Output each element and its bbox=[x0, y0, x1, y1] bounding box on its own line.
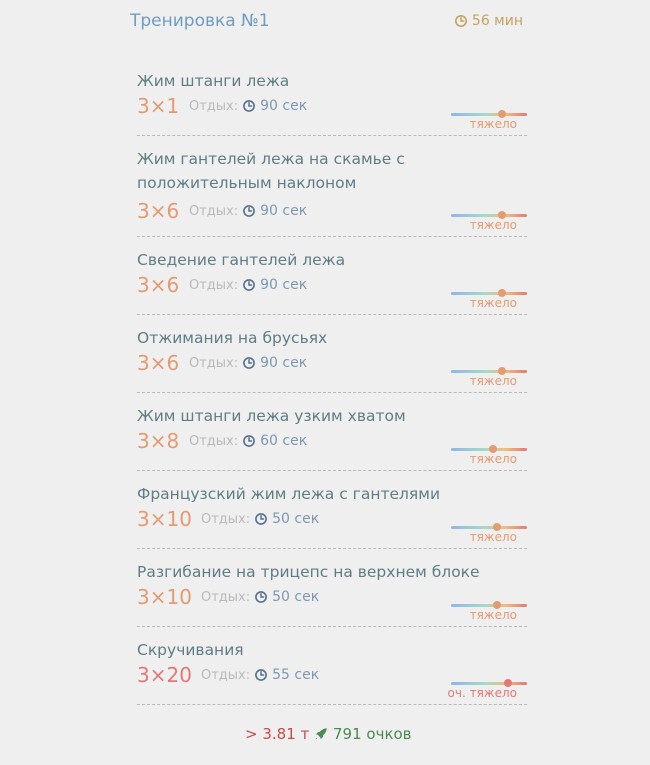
points-summary bbox=[313, 725, 412, 743]
clock-icon bbox=[454, 14, 468, 28]
sets-reps: 3×6 bbox=[137, 273, 180, 297]
exercise-name bbox=[137, 404, 406, 428]
difficulty-label: оч. тяжело bbox=[447, 686, 517, 700]
clock-icon bbox=[254, 668, 268, 682]
exercise-item[interactable] bbox=[137, 471, 527, 549]
rest-value: 50 сек bbox=[272, 589, 320, 605]
difficulty-scale bbox=[451, 292, 527, 295]
rest-label: Отдых: bbox=[201, 511, 251, 527]
points-text: 791 очков bbox=[333, 725, 412, 743]
clock-icon bbox=[254, 590, 268, 604]
exercise-list bbox=[137, 58, 527, 705]
difficulty-label: тяжело bbox=[469, 608, 517, 622]
rest-time bbox=[189, 203, 307, 219]
rest-value: 55 сек bbox=[272, 667, 320, 683]
exercise-item[interactable] bbox=[137, 549, 527, 627]
rest-time bbox=[189, 277, 307, 293]
sets-reps: 3×10 bbox=[137, 585, 192, 609]
workout-header bbox=[0, 0, 650, 46]
exercise-item[interactable] bbox=[137, 237, 527, 315]
rest-label: Отдых: bbox=[189, 433, 239, 449]
rest-label: Отдых: bbox=[189, 203, 239, 219]
workout-duration bbox=[454, 13, 523, 29]
summary-footer bbox=[0, 721, 650, 749]
difficulty-meter bbox=[451, 440, 527, 464]
rest-value: 60 сек bbox=[260, 433, 308, 449]
difficulty-scale bbox=[451, 682, 527, 685]
clock-icon bbox=[242, 204, 256, 218]
exercise-name bbox=[137, 147, 405, 195]
clock-icon bbox=[242, 434, 256, 448]
exercise-name bbox=[137, 326, 327, 350]
exercise-item[interactable] bbox=[137, 393, 527, 471]
difficulty-label: тяжело bbox=[469, 530, 517, 544]
exercise-name bbox=[137, 69, 289, 93]
exercise-name bbox=[137, 482, 440, 506]
difficulty-meter bbox=[451, 105, 527, 129]
difficulty-label: тяжело bbox=[469, 374, 517, 388]
difficulty-scale bbox=[451, 526, 527, 529]
exercise-name bbox=[137, 638, 244, 662]
exercise-name-line: Разгибание на трицепс на верхнем блоке bbox=[137, 563, 480, 581]
exercise-item[interactable] bbox=[137, 315, 527, 393]
difficulty-label: тяжело bbox=[469, 117, 517, 131]
rest-time bbox=[189, 355, 307, 371]
difficulty-label: тяжело bbox=[469, 296, 517, 310]
clock-icon bbox=[242, 99, 256, 113]
rest-time bbox=[201, 511, 319, 527]
rest-time bbox=[201, 589, 319, 605]
rest-label: Отдых: bbox=[201, 589, 251, 605]
clock-icon bbox=[242, 278, 256, 292]
rest-time bbox=[201, 667, 319, 683]
duration-text: 56 мин bbox=[471, 13, 523, 29]
workout-title: Тренировка №1 bbox=[130, 11, 270, 31]
exercise-name-line: положительным наклоном bbox=[137, 174, 357, 192]
rest-value: 90 сек bbox=[260, 277, 308, 293]
difficulty-scale bbox=[451, 214, 527, 217]
exercise-name-line: Жим гантелей лежа на скамье с bbox=[137, 150, 405, 168]
exercise-name-line: Жим штанги лежа узким хватом bbox=[137, 407, 406, 425]
difficulty-scale bbox=[451, 370, 527, 373]
exercise-name-line: Сведение гантелей лежа bbox=[137, 251, 346, 269]
rest-time bbox=[189, 433, 307, 449]
sets-reps: 3×10 bbox=[137, 507, 192, 531]
difficulty-meter bbox=[451, 362, 527, 386]
exercise-item[interactable] bbox=[137, 136, 527, 237]
rest-label: Отдых: bbox=[189, 355, 239, 371]
rest-value: 90 сек bbox=[260, 203, 308, 219]
rest-value: 90 сек bbox=[260, 355, 308, 371]
exercise-item[interactable] bbox=[137, 58, 527, 136]
rest-label: Отдых: bbox=[189, 277, 239, 293]
clock-icon bbox=[254, 512, 268, 526]
difficulty-label: тяжело bbox=[469, 218, 517, 232]
total-volume: > 3.81 т bbox=[245, 725, 310, 743]
difficulty-label: тяжело bbox=[469, 452, 517, 466]
exercise-name-line: Французский жим лежа с гантелями bbox=[137, 485, 441, 503]
exercise-name bbox=[137, 248, 345, 272]
difficulty-meter bbox=[451, 284, 527, 308]
difficulty-meter bbox=[451, 518, 527, 542]
sets-reps: 3×8 bbox=[137, 429, 180, 453]
sets-reps: 3×1 bbox=[137, 94, 180, 118]
exercise-item[interactable] bbox=[137, 627, 527, 705]
rest-label: Отдых: bbox=[189, 98, 239, 114]
difficulty-meter bbox=[451, 206, 527, 230]
sets-reps: 3×6 bbox=[137, 199, 180, 223]
difficulty-scale bbox=[451, 113, 527, 116]
sets-reps: 3×20 bbox=[137, 663, 192, 687]
rest-value: 90 сек bbox=[260, 98, 308, 114]
difficulty-meter bbox=[451, 596, 527, 620]
exercise-name-line: Скручивания bbox=[137, 641, 244, 659]
rocket-icon bbox=[313, 726, 329, 742]
clock-icon bbox=[242, 356, 256, 370]
exercise-name bbox=[137, 560, 480, 584]
exercise-name-line: Жим штанги лежа bbox=[137, 72, 290, 90]
difficulty-meter bbox=[447, 674, 527, 700]
rest-value: 50 сек bbox=[272, 511, 320, 527]
sets-reps: 3×6 bbox=[137, 351, 180, 375]
difficulty-scale bbox=[451, 604, 527, 607]
rest-time bbox=[189, 98, 307, 114]
rest-label: Отдых: bbox=[201, 667, 251, 683]
exercise-name-line: Отжимания на брусьях bbox=[137, 329, 328, 347]
